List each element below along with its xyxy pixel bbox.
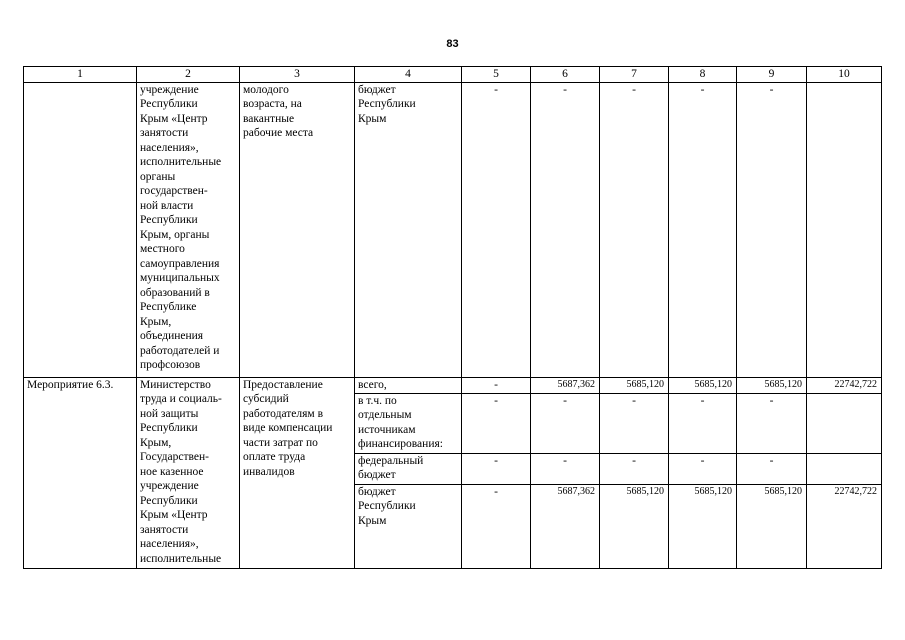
value-cell: 22742,722: [807, 484, 882, 568]
executors-text: учреждение Республики Крым «Центр занятости населения», исполнительные органы государствен- ной власти Республики Крым, органы местного самоуправления муниципальных образований в Республике Крым, объединения работодателей и профсоюзов: [140, 83, 222, 371]
executors-cell: [137, 377, 240, 568]
column-number: 3: [240, 67, 355, 83]
value-cell: 5685,120: [600, 484, 669, 568]
executors-text: Министерство труда и социаль- ной защиты Республики Крым, Государствен- ное казенное учреждение Республики Крым «Центр занятости населения», исполнительные: [140, 378, 222, 565]
value-cell: -: [669, 82, 737, 377]
value-cell: -: [462, 82, 531, 377]
column-number: 10: [807, 67, 882, 83]
value-cell: 5685,120: [669, 377, 737, 393]
source-text: бюджет Республики Крым: [358, 83, 416, 125]
executors-cell: [137, 82, 240, 377]
value-cell: 5685,120: [737, 484, 807, 568]
budget-table: [23, 66, 882, 569]
value-cell: -: [600, 393, 669, 453]
column-number: 8: [669, 67, 737, 83]
measure-name-cell: [24, 82, 137, 377]
value-cell: -: [737, 82, 807, 377]
value-cell: -: [531, 393, 600, 453]
source-cell: [355, 484, 462, 568]
source-text: федеральный бюджет: [358, 454, 424, 481]
description-text: молодого возраста, на вакантные рабочие места: [243, 83, 314, 139]
value-cell: -: [531, 82, 600, 377]
value-cell: -: [737, 393, 807, 453]
source-cell: [355, 377, 462, 393]
value-cell: -: [462, 453, 531, 484]
description-text: Предоставление субсидий работодателям в виде компенсации части затрат по оплате труда инвалидов: [243, 378, 333, 478]
value-cell: [807, 393, 882, 453]
measure-name-cell: Мероприятие 6.3.: [24, 377, 137, 568]
description-cell: [240, 82, 355, 377]
column-number: 7: [600, 67, 669, 83]
value-cell: 5685,120: [600, 377, 669, 393]
column-number-row: [24, 67, 882, 83]
value-cell: -: [531, 453, 600, 484]
source-cell: [355, 453, 462, 484]
value-cell: -: [462, 377, 531, 393]
column-number: 6: [531, 67, 600, 83]
value-cell: 22742,722: [807, 377, 882, 393]
value-cell: -: [600, 453, 669, 484]
description-cell: [240, 377, 355, 568]
value-cell: 5687,362: [531, 377, 600, 393]
value-cell: -: [737, 453, 807, 484]
source-text: бюджет Республики Крым: [358, 485, 416, 527]
column-number: 9: [737, 67, 807, 83]
measure-row-total: [24, 377, 882, 393]
value-cell: 5687,362: [531, 484, 600, 568]
source-text: в т.ч. по отдельным источникам финансирования:: [358, 394, 443, 450]
column-number: 1: [24, 67, 137, 83]
value-cell: 5685,120: [669, 484, 737, 568]
continuation-row: [24, 82, 882, 377]
value-cell: -: [462, 393, 531, 453]
value-cell: -: [669, 453, 737, 484]
value-cell: -: [600, 82, 669, 377]
source-cell: [355, 82, 462, 377]
column-number: 2: [137, 67, 240, 83]
value-cell: 5685,120: [737, 377, 807, 393]
page-number: 83: [446, 38, 459, 50]
column-number: 5: [462, 67, 531, 83]
value-cell: [807, 453, 882, 484]
source-cell: [355, 393, 462, 453]
value-cell: -: [462, 484, 531, 568]
value-cell: [807, 82, 882, 377]
value-cell: -: [669, 393, 737, 453]
column-number: 4: [355, 67, 462, 83]
source-text: всего,: [358, 378, 387, 391]
